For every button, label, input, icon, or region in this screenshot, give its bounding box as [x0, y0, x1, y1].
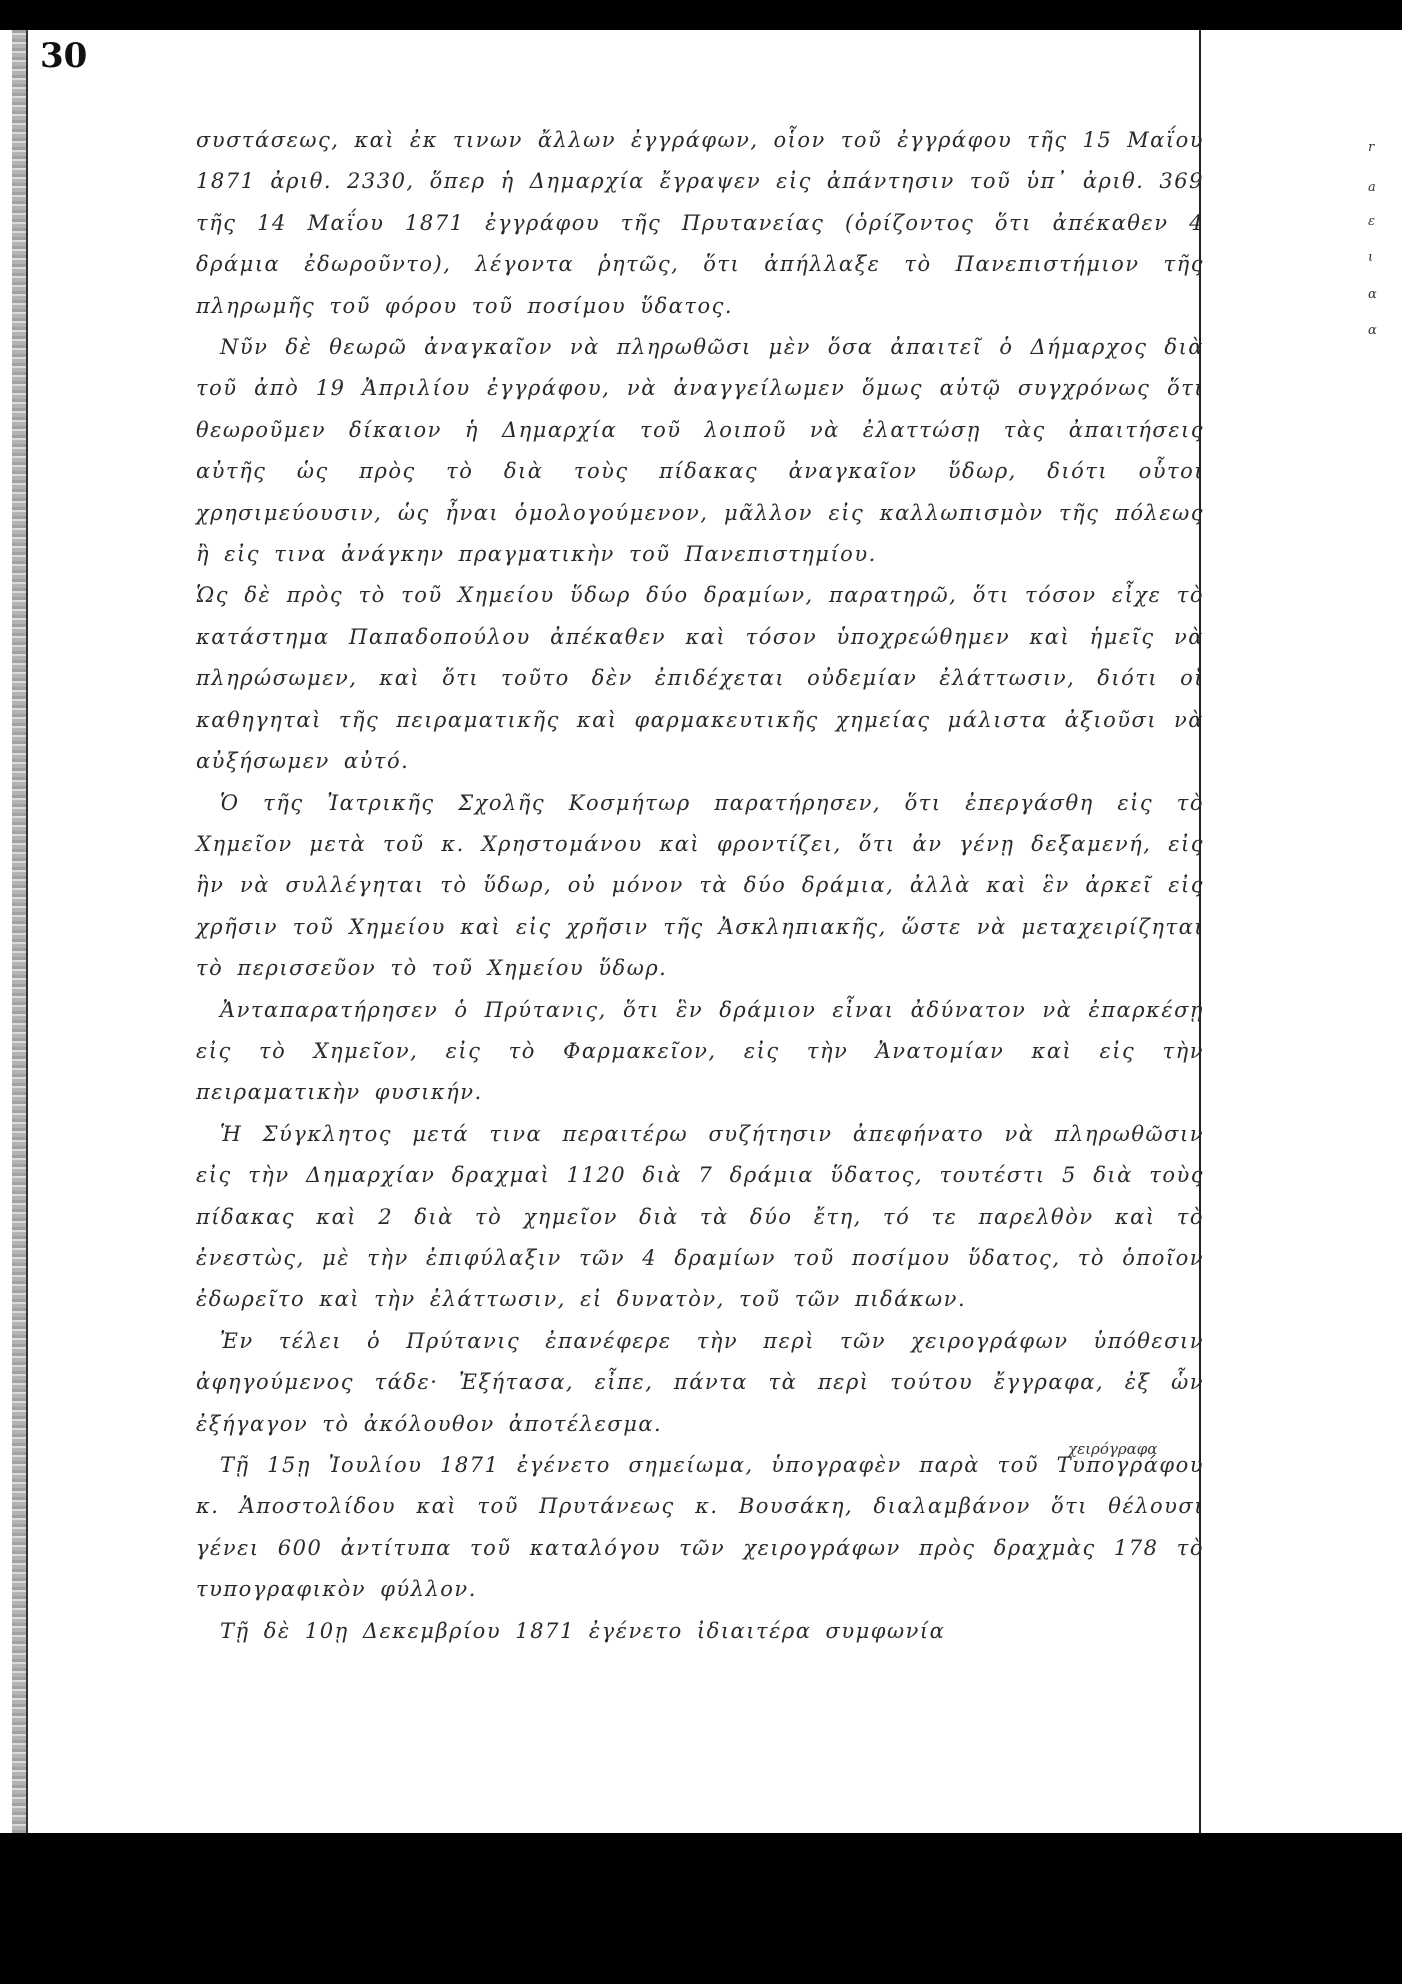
facing-page-bleed: a [1368, 180, 1376, 195]
paragraph: συστάσεως, καὶ ἐκ τινων ἄλλων ἐγγράφων, οἷον τοῦ ἐγγράφου τῆς 15 Μαΐου 1871 ἀριθ. 2330, ὅπερ ἡ Δημαρχία ἔγραψεν εἰς ἀπάντησιν τοῦ ὑπ᾽ ἀριθ. 369 τῆς 14 Μαΐου 1871 ἐγγράφου τῆς Πρυτανείας (ὁρίζοντος ὅτι ἀπέκαθεν 4 δράμια ἐδωροῦντο), λέγοντα ῥητῶς, ὅτι ἀπήλλαξε τὸ Πανεπιστήμιον τῆς πληρωμῆς τοῦ φόρου τοῦ ποσίμου ὕδατος. [196, 128, 1204, 318]
paragraph: Νῦν δὲ θεωρῶ ἀναγκαῖον νὰ πληρωθῶσι μὲν ὅσα ἀπαιτεῖ ὁ Δήμαρχος διὰ τοῦ ἀπὸ 19 Ἀπριλίου ἐγγράφου, νὰ ἀναγγείλωμεν ὅμως αὐτῷ συγχρόνως ὅτι θεωροῦμεν δίκαιον ἡ Δημαρχία τοῦ λοιποῦ νὰ ἐλαττώσῃ τὰς ἀπαιτήσεις αὐτῆς ὡς πρὸς τὸ διὰ τοὺς πίδακας ἀναγκαῖον ὕδωρ, διότι οὗτοι χρησιμεύουσιν, ὡς ἦναι ὁμολογούμενον, μᾶλλον εἰς καλλωπισμὸν τῆς πόλεως ἢ εἰς τινα ἀνάγκην πραγματικὴν τοῦ Πανεπιστημίου. [196, 335, 1204, 567]
page-left-rule [26, 30, 28, 1833]
scan-top-border [0, 0, 1402, 30]
page-number: 30 [40, 36, 88, 76]
facing-page-bleed: r [1368, 140, 1375, 155]
paragraph: Ὡς δὲ πρὸς τὸ τοῦ Χημείου ὕδωρ δύο δραμίων, παρατηρῶ, ὅτι τόσον εἶχε τὸ κατάστημα Παπαδοπούλου ἀπέκαθεν καὶ τόσον ὑποχρεώθημεν καὶ ἡμεῖς νὰ πληρώσωμεν, καὶ ὅτι τοῦτο δὲν ἐπιδέχεται οὐδεμίαν ἐλάττωσιν, διότι οἱ καθηγηταὶ τῆς πειραματικῆς καὶ φαρμακευτικῆς χημείας μάλιστα ἀξιοῦσι νὰ αὐξήσωμεν αὐτό. [196, 583, 1204, 774]
scan-bottom-border [0, 1833, 1402, 1984]
paragraph: Ἐν τέλει ὁ Πρύτανις ἐπανέφερε τὴν περὶ τῶν χειρογράφων ὑπόθεσιν ἀφηγούμενος τάδε· Ἐξήτασα, εἶπε, πάντα τὰ περὶ τούτου ἔγγραφα, ἐξ ὧν ἐξήγαγον τὸ ἀκόλουθον ἀποτέλεσμα. [196, 1328, 1204, 1436]
facing-page-bleed: α [1368, 287, 1377, 302]
manuscript-body [196, 120, 1204, 1652]
paragraph: Ὁ τῆς Ἰατρικῆς Σχολῆς Κοσμήτωρ παρατήρησεν, ὅτι ἐπεργάσθη εἰς τὸ Χημεῖον μετὰ τοῦ κ. Χρηστομάνου καὶ φροντίζει, ὅτι ἀν γένῃ δεξαμενή, εἰς ἣν νὰ συλλέγηται τὸ ὕδωρ, οὐ μόνον τὰ δύο δράμια, ἀλλὰ καὶ ἓν ἀρκεῖ εἰς χρῆσιν τοῦ Χημείου καὶ εἰς χρῆσιν τῆς Ἀσκληπιακῆς, ὥστε νὰ μεταχειρίζηται τὸ περισσεῦον τὸ τοῦ Χημείου ὕδωρ. [196, 790, 1204, 981]
paragraph: Τῇ δὲ 10ῃ Δεκεμβρίου 1871 ἐγένετο ἰδιαιτέρα συμφωνία [220, 1618, 946, 1643]
paragraph: Ἀνταπαρατήρησεν ὁ Πρύτανις, ὅτι ἓν δράμιον εἶναι ἀδύνατον νὰ ἐπαρκέσῃ εἰς τὸ Χημεῖον, εἰς τὸ Φαρμακεῖον, εἰς τὴν Ἀνατομίαν καὶ εἰς τὴν πειραματικὴν φυσικήν. [196, 997, 1204, 1105]
paragraph: Τῇ 15ῃ Ἰουλίου 1871 ἐγένετο σημείωμα, ὑπογραφὲν παρὰ τοῦ Τυπογράφου κ. Ἀποστολίδου καὶ τοῦ Πρυτάνεως κ. Βουσάκη, διαλαμβάνον ὅτι θέλουσι γένει 600 ἀντίτυπα τοῦ καταλόγου τῶν χειρογράφων πρὸς δραχμὰς 178 τὸ τυπογραφικὸν φύλλον. [196, 1453, 1204, 1602]
facing-page-bleed: ι [1368, 250, 1374, 265]
facing-page-bleed: ε [1368, 214, 1375, 229]
paragraph: Ἡ Σύγκλητος μετά τινα περαιτέρω συζήτησιν ἀπεφήνατο νὰ πληρωθῶσιν εἰς τὴν Δημαρχίαν δραχμαὶ 1120 διὰ 7 δράμια ὕδατος, τουτέστι 5 διὰ τοὺς πίδακας καὶ 2 διὰ τὸ χημεῖον διὰ τὰ δύο ἔτη, τό τε παρελθὸν καὶ τὸ ἐνεστὼς, μὲ τὴν ἐπιφύλαξιν τῶν 4 δραμίων τοῦ ποσίμου ὕδατος, τὸ ὁποῖον ἐδωρεῖτο καὶ τὴν ἐλάττωσιν, εἰ δυνατὸν, τοῦ τῶν πιδάκων. [196, 1121, 1204, 1312]
margin-note: χειρόγραφα [1068, 1440, 1158, 1458]
facing-page-bleed: α [1368, 323, 1377, 338]
